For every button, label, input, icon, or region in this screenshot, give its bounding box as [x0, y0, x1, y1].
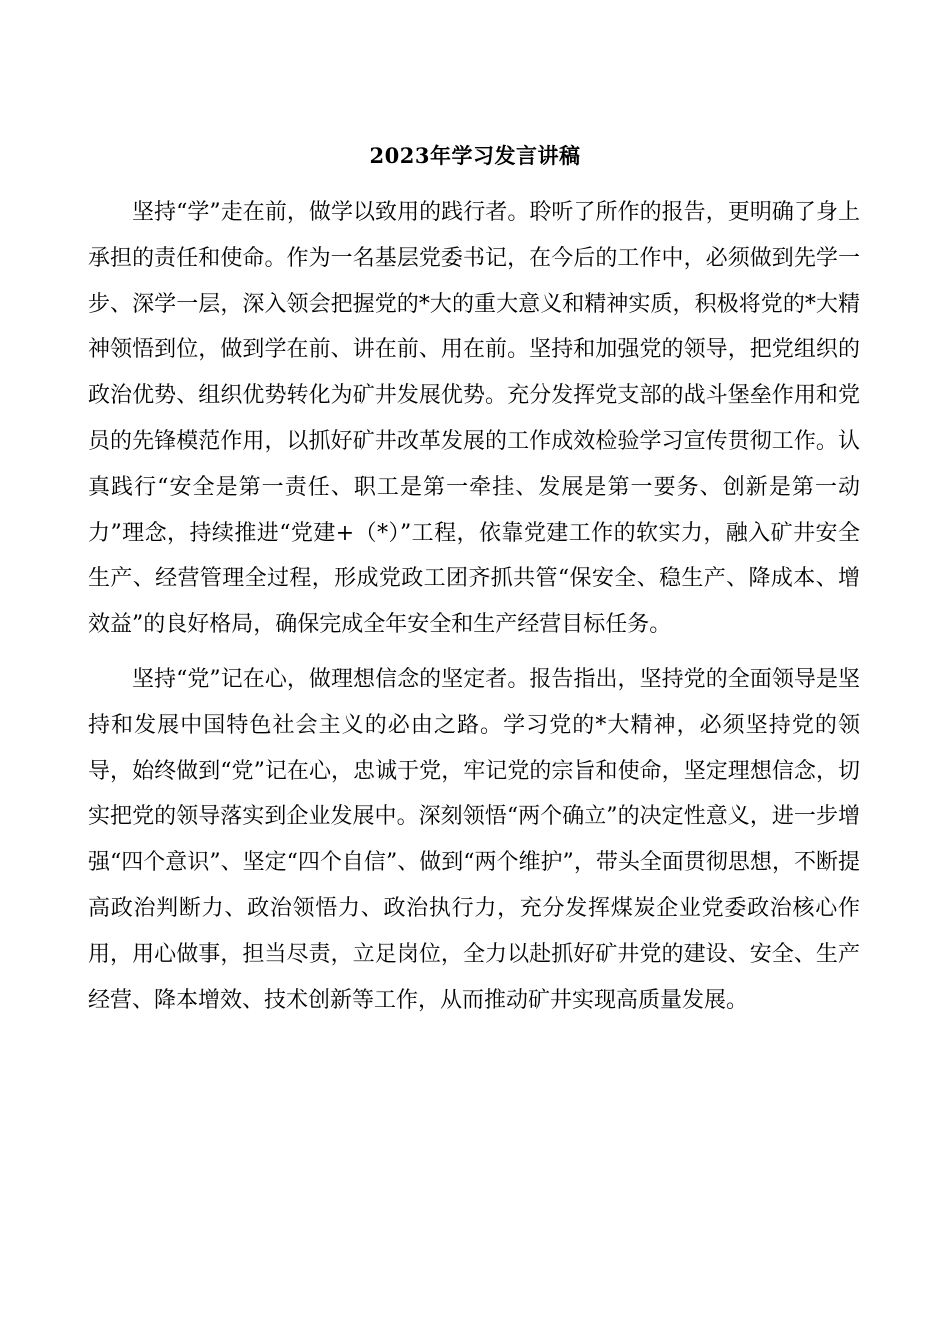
paragraph-1: 坚持“学”走在前，做学以致用的践行者。聆听了所作的报告，更明确了身上承担的责任和使命。作为一名基层党委书记，在今后的工作中，必须做到先学一步、深学一层，深入领会把握党的*大的重大意义和精神实质，积极将党的*大精神领悟到位，做到学在前、讲在前、用在前。坚持和加强党的领导，把党组织的政治优势、组织优势转化为矿井发展优势。充分发挥党支部的战斗堡垒作用和党员的先锋模范作用，以抓好矿井改革发展的工作成效检验学习宣传贯彻工作。认真践行“安全是第一责任、职工是第一牵挂、发展是第一要务、创新是第一动力”理念，持续推进“党建+（*）”工程，依靠党建工作的软实力，融入矿井安全生产、经营管理全过程，形成党政工团齐抓共管“保安全、稳生产、降成本、增效益”的良好格局，确保完成全年安全和生产经营目标任务。: [88, 200, 860, 638]
document-body: [88, 190, 860, 1023]
document-title: 2023年学习发言讲稿: [369, 143, 581, 168]
paragraph-2: 坚持“党”记在心，做理想信念的坚定者。报告指出，坚持党的全面领导是坚持和发展中国特色社会主义的必由之路。学习党的*大精神，必须坚持党的领导，始终做到“党”记在心，忠诚于党，牢记党的宗旨和使命，坚定理想信念，切实把党的领导落实到企业发展中。深刻领悟“两个确立”的决定性意义，进一步增强“四个意识”、坚定“四个自信”、做到“两个维护”，带头全面贯彻思想，不断提高政治判断力、政治领悟力、政治执行力，充分发挥煤炭企业党委政治核心作用，用心做事，担当尽责，立足岗位，全力以赴抓好矿井党的建设、安全、生产经营、降本增效、技术创新等工作，从而推动矿井实现高质量发展。: [88, 666, 860, 1013]
